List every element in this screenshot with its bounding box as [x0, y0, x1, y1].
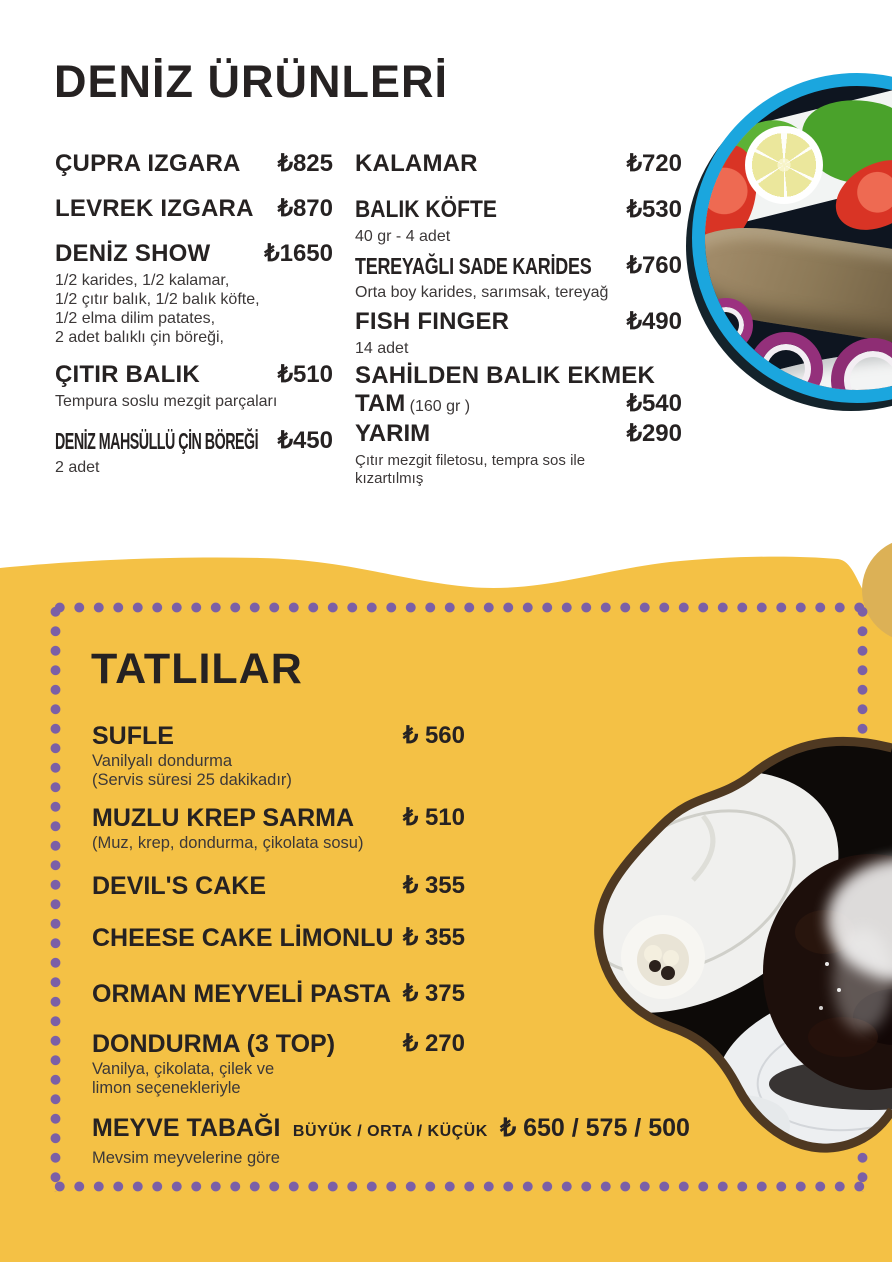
menu-item: [55, 361, 333, 411]
description-line: Orta boy karides, sarımsak, tereyağ: [355, 284, 609, 301]
description-line: 2 adet balıklı çin böreği,: [55, 329, 224, 346]
desserts-column: [92, 722, 712, 1168]
item-name: SAHİLDEN BALIK EKMEK: [355, 362, 656, 389]
description-line: 40 gr - 4 adet: [355, 228, 451, 245]
variant-label: TAM: [355, 390, 406, 417]
description-line: (Servis süresi 25 dakikadır): [92, 771, 292, 789]
item-description: [55, 392, 333, 411]
item-price: ₺ 510: [403, 804, 465, 831]
item-price: ₺ 270: [403, 1030, 465, 1057]
item-price: ₺ 355: [403, 872, 465, 899]
item-name: ORMAN MEYVELİ PASTA: [92, 980, 392, 1008]
onion-ring: [831, 338, 892, 403]
dotted-border-bottom: [50, 1181, 872, 1192]
item-description: [355, 339, 682, 358]
item-name: SUFLE: [92, 722, 174, 750]
item-variant: [355, 390, 682, 420]
item-description: [92, 1060, 712, 1098]
item-name: CHEESE CAKE LİMONLU: [92, 924, 394, 952]
item-description: [92, 834, 712, 853]
seafood-left-column: [55, 150, 333, 477]
desserts-section-title: TATLILAR: [91, 645, 303, 693]
seafood-section-title: DENİZ ÜRÜNLERİ: [54, 56, 448, 107]
menu-item: [55, 427, 333, 477]
lemon-slice: [745, 126, 823, 204]
item-description: [55, 271, 333, 347]
menu-item: [355, 362, 682, 488]
item-price: ₺530: [626, 196, 682, 223]
item-description: [355, 283, 682, 302]
menu-item: [55, 150, 333, 178]
item-name: KALAMAR: [355, 150, 478, 177]
item-description: [92, 752, 712, 790]
menu-item: [92, 872, 712, 900]
variant-label: YARIM: [355, 420, 431, 447]
item-name: BALIK KÖFTE: [355, 196, 497, 223]
menu-item: [92, 722, 712, 790]
description-line: Vanilyalı dondurma: [92, 752, 233, 770]
variant-note: (160 gr ): [409, 398, 471, 415]
item-name: ÇUPRA IZGARA: [55, 150, 241, 177]
item-name: MEYVE TABAĞI: [92, 1114, 281, 1142]
description-line: limon seçenekleriyle: [92, 1079, 241, 1097]
item-price: ₺450: [277, 427, 333, 454]
item-name: FISH FINGER: [355, 308, 510, 335]
item-sizes: BÜYÜK / ORTA / KÜÇÜK: [292, 1123, 488, 1140]
item-variant: [355, 420, 682, 450]
item-price: ₺720: [626, 150, 682, 177]
seafood-right-column: [355, 150, 682, 488]
variant-price: ₺290: [626, 420, 682, 447]
item-price: ₺1650: [264, 240, 333, 267]
dotted-border-left: [50, 602, 61, 1192]
menu-item: [355, 150, 682, 178]
item-price: ₺760: [626, 252, 682, 279]
item-name: DENİZ MAHSÜLLÜ ÇİN BÖREĞİ: [55, 428, 259, 454]
item-description: [355, 227, 682, 246]
description-line: 1/2 çıtır balık, 1/2 balık köfte,: [55, 291, 260, 308]
item-price: ₺825: [277, 150, 333, 177]
description-line: 2 adet: [55, 459, 100, 476]
item-description: [92, 1149, 712, 1168]
item-price: ₺510: [277, 361, 333, 388]
item-description: [355, 452, 682, 488]
description-line: kızartılmış: [355, 470, 424, 487]
item-name: MUZLU KREP SARMA: [92, 804, 355, 832]
item-name: DEVIL'S CAKE: [92, 872, 267, 900]
item-description: [55, 458, 333, 477]
variant-price: ₺540: [626, 390, 682, 417]
description-line: (Muz, krep, dondurma, çikolata sosu): [92, 834, 364, 852]
item-price: ₺870: [277, 195, 333, 222]
description-line: 1/2 elma dilim patates,: [55, 310, 216, 327]
menu-item: [92, 924, 712, 952]
item-price: ₺ 650 / 575 / 500: [500, 1114, 690, 1142]
menu-item: [92, 804, 712, 853]
item-price: ₺ 375: [403, 980, 465, 1007]
menu-item: [55, 240, 333, 347]
item-price: ₺ 355: [403, 924, 465, 951]
item-name: DENİZ SHOW: [55, 240, 211, 267]
menu-item: [55, 195, 333, 223]
sugar-speck: [819, 1006, 823, 1010]
menu-item: [92, 1113, 712, 1168]
item-name: DONDURMA (3 TOP): [92, 1030, 336, 1058]
menu-item: [92, 980, 712, 1008]
item-name: ÇITIR BALIK: [55, 361, 200, 388]
sugar-speck: [837, 988, 841, 992]
dotted-border-top: [50, 602, 872, 613]
menu-item: [355, 196, 682, 246]
item-price: ₺490: [626, 308, 682, 335]
item-name: LEVREK IZGARA: [55, 195, 254, 222]
onion-ring: [699, 298, 753, 352]
menu-item: [355, 252, 682, 302]
menu-item: [355, 308, 682, 358]
menu-item: [92, 1030, 712, 1098]
powdered-sugar: [833, 928, 892, 1032]
description-line: 14 adet: [355, 340, 409, 357]
description-line: Çıtır mezgit filetosu, tempra sos ile: [355, 452, 586, 469]
item-name: TEREYAĞLI SADE KARİDES: [355, 253, 592, 279]
description-line: Mevsim meyvelerine göre: [92, 1149, 280, 1167]
description-line: Vanilya, çikolata, çilek ve: [92, 1060, 275, 1078]
sugar-speck: [825, 962, 829, 966]
fruit-plate-row: [92, 1113, 712, 1147]
description-line: 1/2 karides, 1/2 kalamar,: [55, 272, 230, 289]
description-line: Tempura soslu mezgit parçaları: [55, 393, 278, 410]
item-price: ₺ 560: [403, 722, 465, 749]
